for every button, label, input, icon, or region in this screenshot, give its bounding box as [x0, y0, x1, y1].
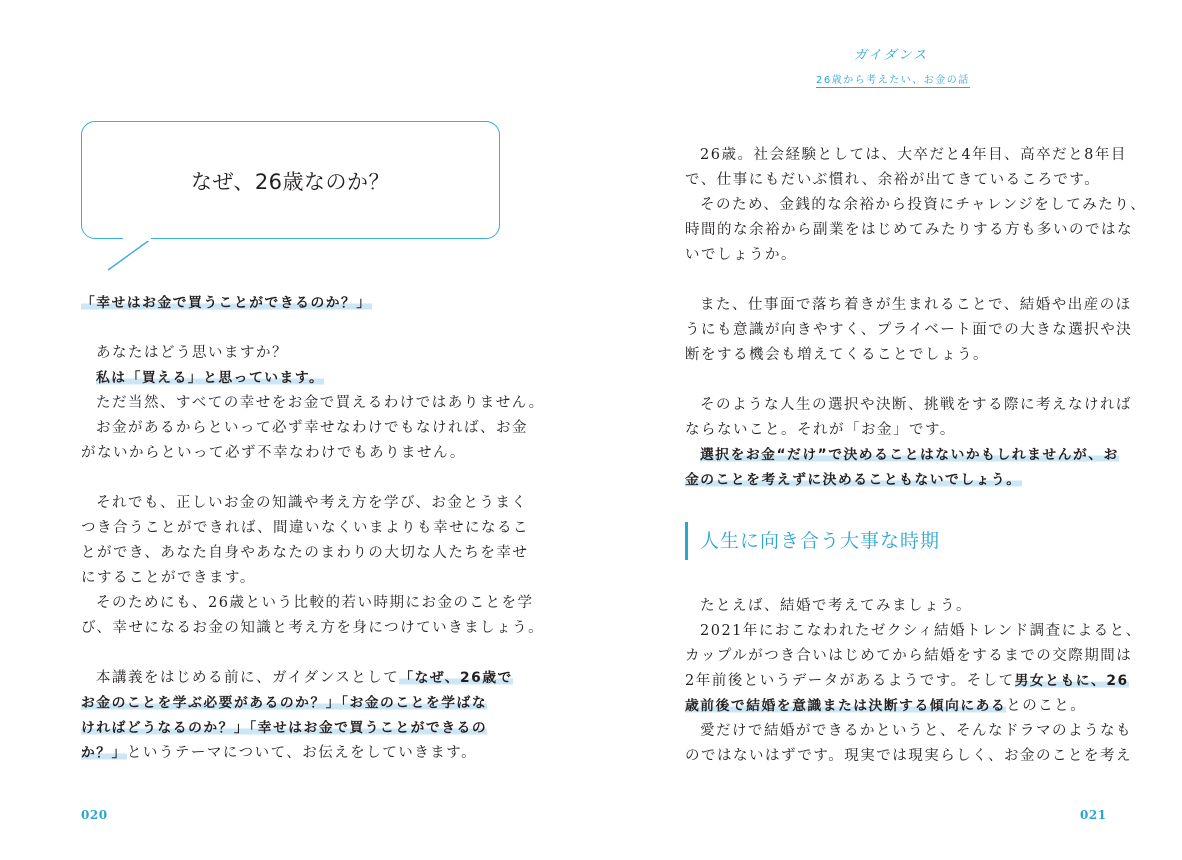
text-line — [685, 418, 1107, 443]
speech-bubble-tail-icon — [100, 230, 160, 272]
text-line — [81, 416, 528, 441]
text-line — [81, 591, 534, 616]
body-text: で、仕事にもだいぶ慣れ、余裕が出てきているころです。 — [685, 172, 1101, 188]
text-line — [81, 366, 503, 391]
speech-bubble — [81, 121, 500, 239]
body-text: がないからといって必ず不幸なわけでもありません。 — [81, 445, 466, 461]
text-line — [685, 719, 1132, 744]
highlighted-text: 金のことを考えずに決めることもないでしょう。 — [685, 472, 1022, 488]
body-text: 断をする機会も増えてくることでしょう。 — [685, 347, 989, 363]
text-line — [685, 393, 1132, 418]
text-line — [81, 391, 545, 416]
text-line — [685, 644, 1133, 669]
text-line — [685, 468, 1107, 493]
page-number: 020 — [81, 808, 108, 822]
body-text: のではないはずです。現実では現実らしく、お金のことを考え — [685, 748, 1132, 764]
text-line — [81, 541, 529, 566]
text-line — [685, 243, 1107, 268]
section-heading: 人生に向き合う大事な時期 — [685, 522, 940, 560]
text-line — [81, 291, 503, 316]
blank-line — [685, 368, 1107, 393]
text-line — [81, 441, 503, 466]
highlighted-text: お金のことを学ぶ必要があるのか？」「お金のことを学ばな — [81, 695, 488, 711]
body-text: カップルがつき合いはじめてから結婚をするまでの交際期間は — [685, 648, 1133, 664]
body-text: あなたはどう思いますか？ — [96, 345, 288, 361]
body-text: ならないこと。それが「お金」です。 — [685, 422, 956, 438]
body-text: 愛だけで結婚ができるかというと、そんなドラマのようなも — [700, 723, 1132, 739]
text-line — [81, 491, 528, 516]
text-line — [685, 168, 1107, 193]
body-text: つき合うことができれば、間違いなくいまよりも幸せになるこ — [81, 520, 529, 536]
text-line — [685, 669, 1129, 694]
text-line — [685, 744, 1132, 769]
body-text: 2021年におこなわれたゼクシィ結婚トレンド調査によると、 — [700, 623, 1142, 639]
body-text: とができ、あなた自身やあなたのまわりの大切な人たちを幸せ — [81, 545, 529, 561]
body-text: とのこと。 — [1006, 698, 1087, 714]
text-line — [81, 616, 545, 641]
body-text: たとえば、結婚で考えてみましょう。 — [700, 598, 972, 614]
text-line — [685, 143, 1127, 168]
body-text: 本講義をはじめる前に、ガイダンスとして — [96, 670, 400, 686]
highlighted-text: ければどうなるのか？」「幸せはお金で買うことができるの — [81, 720, 488, 736]
text-line — [81, 341, 503, 366]
text-line — [81, 741, 503, 766]
body-text: び、幸せになるお金の知識と考え方を身につけていきましょう。 — [81, 620, 545, 636]
text-line — [685, 694, 1107, 719]
text-line — [685, 619, 1142, 644]
highlighted-text: か？」 — [81, 745, 127, 761]
body-text: 時間的な余裕から副業をはじめてみたりする方も多いのではな — [685, 222, 1133, 238]
text-line — [685, 193, 1147, 218]
body-text: 26歳。社会経験としては、大卒だと4年目、高卒だと8年目 — [700, 147, 1127, 163]
body-text: ただ当然、すべての幸せをお金で買えるわけではありません。 — [96, 395, 545, 411]
body-text: お金があるからといって必ず幸せなわけでもなければ、お金 — [96, 420, 528, 436]
chapter-title: ガイダンス — [853, 48, 929, 63]
body-text: そのためにも、26歳という比較的若い時期にお金のことを学 — [96, 595, 534, 611]
text-line — [685, 443, 1119, 468]
body-text: また、仕事面で落ち着きが生まれることで、結婚や出産のほ — [700, 297, 1132, 313]
highlighted-text: 歳前後で結婚を意識または決断する傾向にある — [685, 698, 1007, 714]
text-line — [81, 716, 503, 741]
right-body-text-bottom — [685, 594, 1142, 769]
body-text: というテーマについて、お伝えをしていきます。 — [126, 745, 478, 761]
body-text: 2年前後というデータがあるようです。そして — [685, 673, 1015, 689]
body-text: それでも、正しいお金の知識や考え方を学び、お金とうまく — [96, 495, 528, 511]
text-line — [81, 516, 529, 541]
highlighted-text: 選択をお金“だけ”で決めることはないかもしれませんが、お — [700, 447, 1119, 463]
text-line — [685, 218, 1133, 243]
running-header — [816, 44, 970, 88]
body-text: うにも意識が向きやすく、プライベート面での大きな選択や決 — [685, 322, 1133, 338]
highlighted-text: 男女ともに、26 — [1014, 673, 1129, 689]
text-line — [685, 293, 1132, 318]
blank-line — [81, 466, 503, 491]
text-line — [685, 343, 1107, 368]
left-body-text — [81, 291, 545, 766]
body-text: いでしょうか。 — [685, 247, 797, 263]
body-text: そのような人生の選択や決断、挑戦をする際に考えなければ — [700, 397, 1132, 413]
body-text: にすることができます。 — [81, 570, 256, 586]
bubble-title: なぜ、26歳なのか？ — [190, 170, 391, 194]
right-page — [591, 0, 1182, 860]
highlighted-text: 「なぜ、26歳で — [399, 670, 513, 686]
body-text: そのため、金銭的な余裕から投資にチャレンジをしてみたり、 — [700, 197, 1147, 213]
right-body-text-top — [685, 143, 1147, 493]
text-line — [685, 318, 1133, 343]
text-line — [81, 666, 513, 691]
text-line — [81, 566, 503, 591]
book-subtitle: 26歳から考えたい、お金の話 — [816, 71, 970, 88]
highlighted-text: 私は「買える」と思っています。 — [96, 370, 325, 386]
blank-line — [685, 268, 1107, 293]
text-line — [81, 691, 503, 716]
page-number: 021 — [1080, 808, 1107, 822]
blank-line — [81, 641, 503, 666]
text-line — [685, 594, 1107, 619]
blank-line — [81, 316, 503, 341]
highlighted-text: 「幸せはお金で買うことができるのか？」 — [81, 295, 372, 311]
